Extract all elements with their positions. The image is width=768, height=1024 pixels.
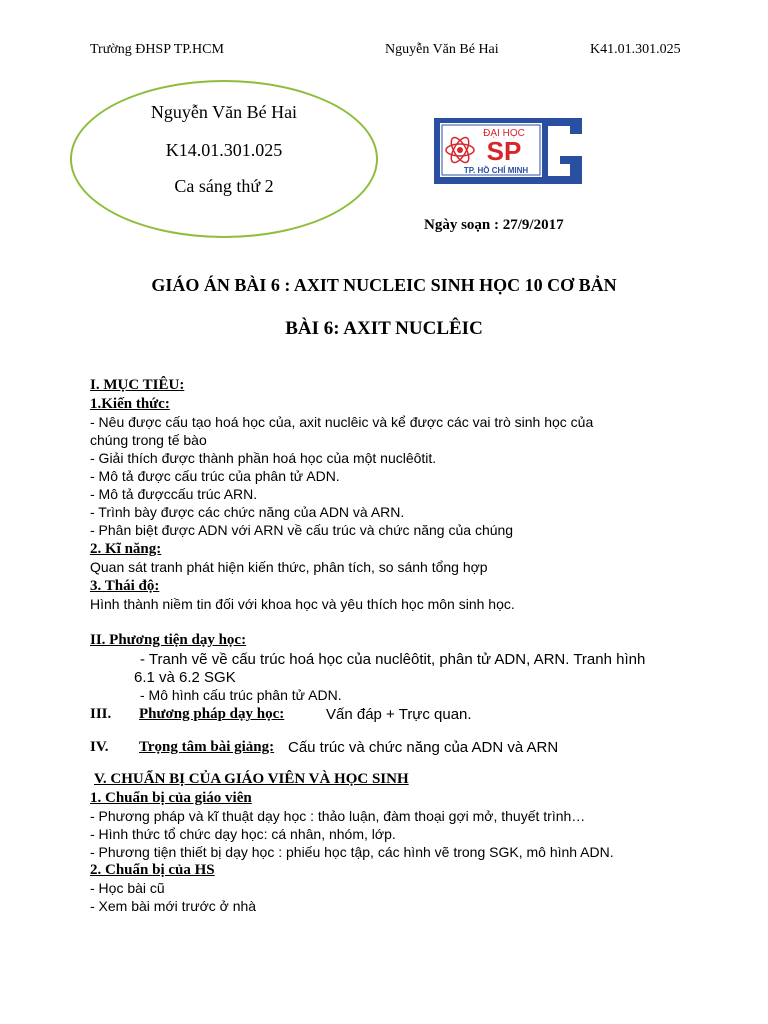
svg-text:SP: SP [486, 136, 522, 166]
preparation-date: Ngày soạn : 27/9/2017 [424, 217, 564, 233]
svg-text:TP. HỒ CHÍ MINH: TP. HỒ CHÍ MINH [463, 166, 529, 175]
section-3-text: Vấn đáp + Trực quan. [326, 706, 472, 723]
knowledge-item: chúng trong tế bào [90, 432, 207, 448]
section-4-heading: Trọng tâm bài giảng: [139, 739, 275, 755]
teacher-prep-item: - Hình thức tổ chức dạy học: cá nhân, nhóm, lớp. [90, 826, 396, 842]
student-prep-item: - Học bài cũ [90, 880, 165, 896]
header-author: Nguyễn Văn Bé Hai [385, 42, 499, 57]
teacher-prep-item: - Phương pháp và kĩ thuật dạy học : thảo luận, đàm thoại gợi mở, thuyết trình… [90, 808, 586, 824]
header-school: Trường ĐHSP TP.HCM [90, 42, 224, 57]
university-logo [430, 114, 586, 188]
knowledge-item: - Trình bày được các chức năng của ADN và ARN. [90, 504, 405, 520]
teacher-prep-heading: 1. Chuẩn bị của giáo viên [90, 790, 252, 806]
teaching-aid-item: - Tranh vẽ về cấu trúc hoá học của nuclêôtit, phân tử ADN, ARN. Tranh hình [140, 651, 646, 668]
section-3-heading: Phương pháp dạy học: [139, 706, 285, 722]
svg-text:ĐẠI HỌC: ĐẠI HỌC [483, 128, 525, 139]
student-prep-heading: 2. Chuẩn bị của HS [90, 862, 215, 878]
skill-text: Quan sát tranh phát hiện kiến thức, phân tích, so sánh tổng hợp [90, 559, 488, 575]
section-4-number: IV. [90, 739, 109, 755]
header-code: K41.01.301.025 [590, 42, 681, 57]
teaching-aid-item: - Mô hình cấu trúc phân tử ADN. [140, 687, 342, 703]
document-title: GIÁO ÁN BÀI 6 : AXIT NUCLEIC SINH HỌC 10 CƠ BẢN [151, 275, 617, 295]
author-badge-ellipse [70, 80, 378, 238]
lesson-title: BÀI 6: AXIT NUCLÊIC [285, 318, 483, 339]
badge-code: K14.01.301.025 [165, 140, 283, 160]
skill-heading: 2. Kĩ năng: [90, 541, 162, 557]
section-4-text: Cấu trúc và chức năng của ADN và ARN [288, 739, 559, 756]
badge-shift: Ca sáng thứ 2 [174, 176, 274, 196]
knowledge-item: - Mô tả được cấu trúc của phân tử ADN. [90, 468, 340, 484]
teaching-aid-item: 6.1 và 6.2 SGK [134, 669, 236, 686]
knowledge-heading: 1.Kiến thức: [90, 396, 170, 412]
badge-name: Nguyễn Văn Bé Hai [150, 102, 298, 122]
knowledge-item: - Phân biệt được ADN với ARN về cấu trúc và chức năng của chúng [90, 522, 514, 538]
teacher-prep-item: - Phương tiện thiết bị dạy học : phiếu học tập, các hình vẽ trong SGK, mô hình ADN. [90, 844, 614, 860]
knowledge-item: - Giải thích được thành phần hoá học của một nuclêôtit. [90, 450, 437, 466]
knowledge-item: - Nêu được cấu tạo hoá học của, axit nuclêic và kể được các vai trò sinh học của [90, 414, 594, 430]
section-2-heading: II. Phương tiện dạy học: [90, 632, 247, 648]
attitude-text: Hình thành niềm tin đối với khoa học và yêu thích học môn sinh học. [90, 596, 515, 612]
knowledge-item: - Mô tả đượccấu trúc ARN. [90, 486, 258, 502]
attitude-heading: 3. Thái độ: [90, 578, 160, 594]
page-header [0, 42, 768, 62]
student-prep-item: - Xem bài mới trước ở nhà [90, 898, 257, 914]
section-5-heading: V. CHUẨN BỊ CỦA GIÁO VIÊN VÀ HỌC SINH [94, 771, 409, 787]
section-1-heading: I. MỤC TIÊU: [90, 377, 185, 393]
section-3-number: III. [90, 706, 112, 722]
